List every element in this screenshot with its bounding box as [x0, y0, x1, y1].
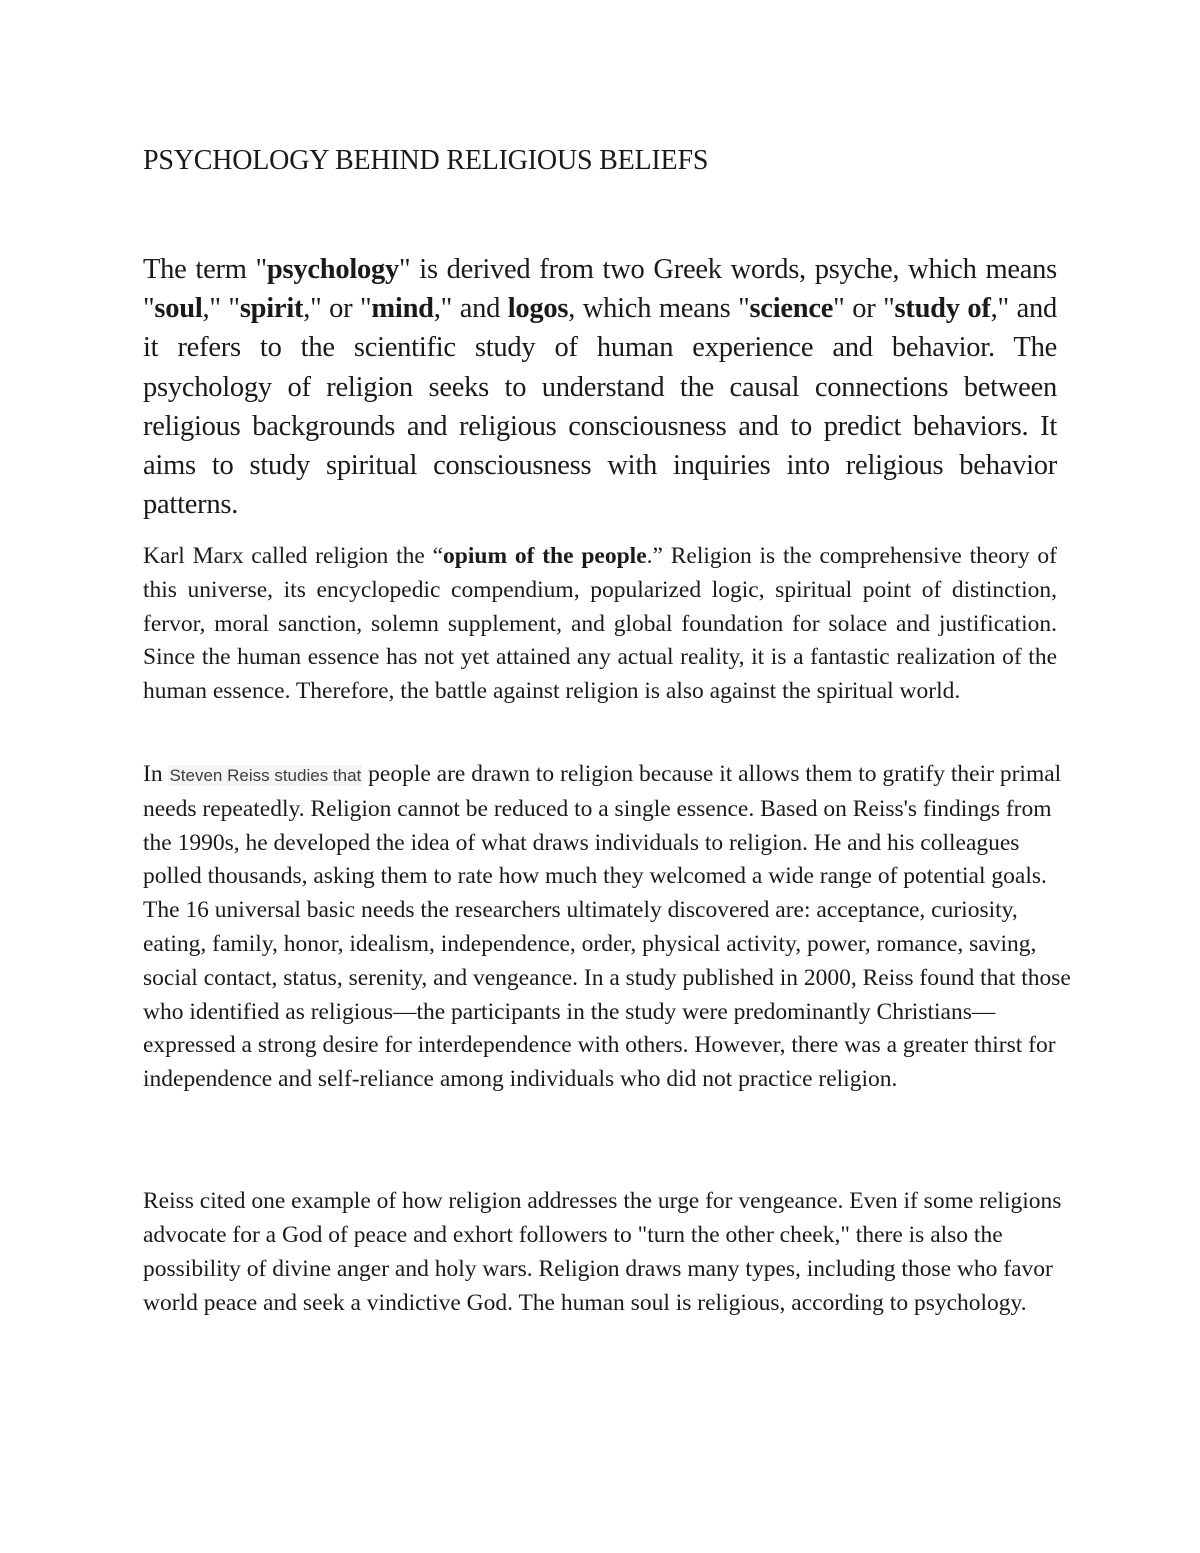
- text-run: .” Religion is the comprehensive theory of this universe, its encyclopedic compendium, popularized logic, spiritual point of distinction, fervor, moral sanction, solemn supplement, and global foundation for solace and justification. Since the human essence has not yet attained any actual reality, it is a fantastic realization of the human essence. Therefore, the battle against religion is also against the spiritual world.: [143, 543, 1057, 705]
- paragraph-marx: [143, 540, 1057, 709]
- text-run: ," or ": [303, 293, 372, 325]
- text-run: " or ": [833, 293, 895, 325]
- bold-term-science: science: [749, 293, 834, 325]
- text-run: ," ": [202, 293, 240, 325]
- highlighted-phrase: Steven Reiss studies that: [169, 766, 362, 785]
- bold-term-spirit: spirit: [239, 293, 304, 325]
- text-run: ," and: [433, 293, 508, 325]
- paragraph-etymology: [143, 250, 1057, 524]
- text-run: ," and it refers to the scientific study of human experience and behavior. The psychology of religion seeks to understand the causal connections between religious backgrounds and religious consciousness and to predict behaviors. It aims to study spiritual consciousness with inquiries into religious behavior patterns.: [143, 293, 1057, 521]
- text-run: The term ": [143, 254, 267, 285]
- text-run: In: [143, 761, 169, 787]
- text-run: " is derived from two Greek words, psyche, which means ": [143, 254, 1058, 325]
- text-run: people are drawn to religion because it allows them to gratify their primal needs repeatedly. Religion cannot be reduced to a single essence. Based on Reiss's findings from the 1990s, he developed the idea of what draws individuals to religion. He and his colleagues polled thousands, asking them to rate how much they welcomed a wide range of potential goals. The 16 universal basic needs the researchers ultimately discovered are: acceptance, curiosity, eating, family, honor, idealism, independence, order, physical activity, power, romance, saving, social contact, status, serenity, and vengeance. In a study published in 2000, Reiss found that those who identified as religious—the participants in the study were predominantly Christians—expressed a strong desire for interdependence with others. However, there was a greater thirst for independence and self-reliance among individuals who did not practice religion.: [143, 761, 1071, 1093]
- bold-term-logos: logos: [507, 293, 569, 325]
- bold-quote-opium: opium of the people: [443, 543, 647, 569]
- bold-term-study-of: study of: [894, 293, 991, 325]
- bold-term-soul: soul: [154, 293, 203, 325]
- paragraph-reiss-studies: [143, 758, 1073, 1097]
- bold-term-mind: mind: [371, 293, 434, 325]
- text-run: , which means ": [568, 293, 750, 325]
- bold-term-psychology: psychology: [266, 254, 400, 285]
- paragraph-vengeance: Reiss cited one example of how religion addresses the urge for vengeance. Even if some religions advocate for a God of peace and exhort followers to "turn the other cheek," there is also the possibility of divine anger and holy wars. Religion draws many types, including those who favor world peace and seek a vindictive God. The human soul is religious, according to psychology.: [143, 1188, 1062, 1316]
- document-title: PSYCHOLOGY BEHIND RELIGIOUS BELIEFS: [143, 145, 709, 176]
- text-run: Karl Marx called religion the “: [143, 543, 444, 569]
